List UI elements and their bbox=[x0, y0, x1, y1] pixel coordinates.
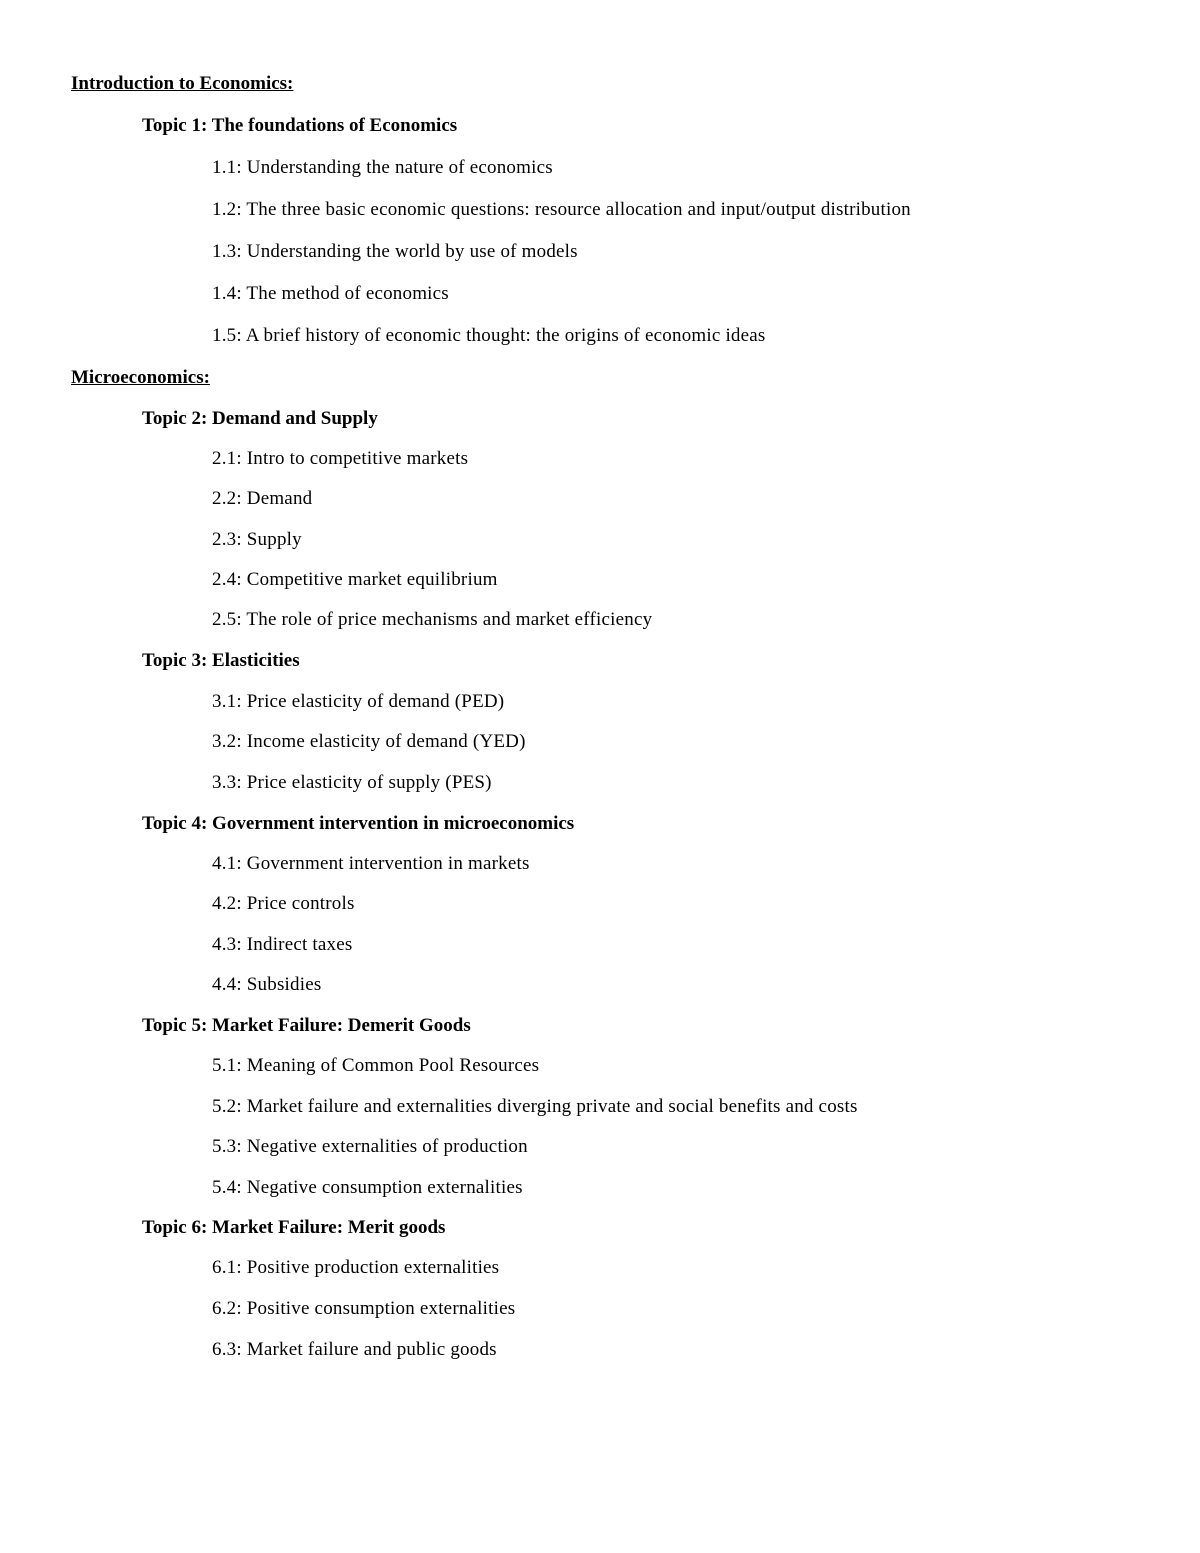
topic-4-item: 4.2: Price controls bbox=[212, 893, 355, 914]
topic-3-item: 3.1: Price elasticity of demand (PED) bbox=[212, 691, 505, 712]
topic-4-item: 4.3: Indirect taxes bbox=[212, 934, 353, 955]
topic-1-title: Topic 1: The foundations of Economics bbox=[142, 115, 458, 136]
topic-6-title: Topic 6: Market Failure: Merit goods bbox=[142, 1217, 446, 1238]
topic-4-item: 4.1: Government intervention in markets bbox=[212, 853, 530, 874]
topic-2-title: Topic 2: Demand and Supply bbox=[142, 408, 378, 429]
topic-1-item: 1.5: A brief history of economic thought: the origins of economic ideas bbox=[212, 325, 766, 346]
topic-2-item: 2.3: Supply bbox=[212, 529, 302, 550]
topic-1-item: 1.2: The three basic economic questions: resource allocation and input/output distribution bbox=[212, 199, 911, 220]
topic-3-title: Topic 3: Elasticities bbox=[142, 650, 300, 671]
topic-5-item: 5.3: Negative externalities of production bbox=[212, 1136, 528, 1157]
topic-2-item: 2.1: Intro to competitive markets bbox=[212, 448, 469, 469]
topic-1-item: 1.4: The method of economics bbox=[212, 283, 449, 304]
topic-4-item: 4.4: Subsidies bbox=[212, 974, 322, 995]
topic-6-item: 6.2: Positive consumption externalities bbox=[212, 1298, 516, 1319]
topic-5-item: 5.2: Market failure and externalities diverging private and social benefits and costs bbox=[212, 1096, 858, 1117]
topic-2-item: 2.2: Demand bbox=[212, 488, 313, 509]
topic-1-item: 1.3: Understanding the world by use of models bbox=[212, 241, 578, 262]
topic-1-item: 1.1: Understanding the nature of economics bbox=[212, 157, 553, 178]
topic-4-title: Topic 4: Government intervention in microeconomics bbox=[142, 813, 575, 834]
topic-2-item: 2.4: Competitive market equilibrium bbox=[212, 569, 498, 590]
topic-6-item: 6.3: Market failure and public goods bbox=[212, 1339, 497, 1360]
topic-5-item: 5.4: Negative consumption externalities bbox=[212, 1177, 523, 1198]
topic-2-item: 2.5: The role of price mechanisms and market efficiency bbox=[212, 609, 653, 630]
section-heading-introduction: Introduction to Economics: bbox=[71, 73, 294, 94]
topic-6-item: 6.1: Positive production externalities bbox=[212, 1257, 500, 1278]
topic-3-item: 3.2: Income elasticity of demand (YED) bbox=[212, 731, 526, 752]
topic-5-item: 5.1: Meaning of Common Pool Resources bbox=[212, 1055, 540, 1076]
topic-5-title: Topic 5: Market Failure: Demerit Goods bbox=[142, 1015, 471, 1036]
topic-3-item: 3.3: Price elasticity of supply (PES) bbox=[212, 772, 492, 793]
section-heading-microeconomics: Microeconomics: bbox=[71, 367, 210, 388]
